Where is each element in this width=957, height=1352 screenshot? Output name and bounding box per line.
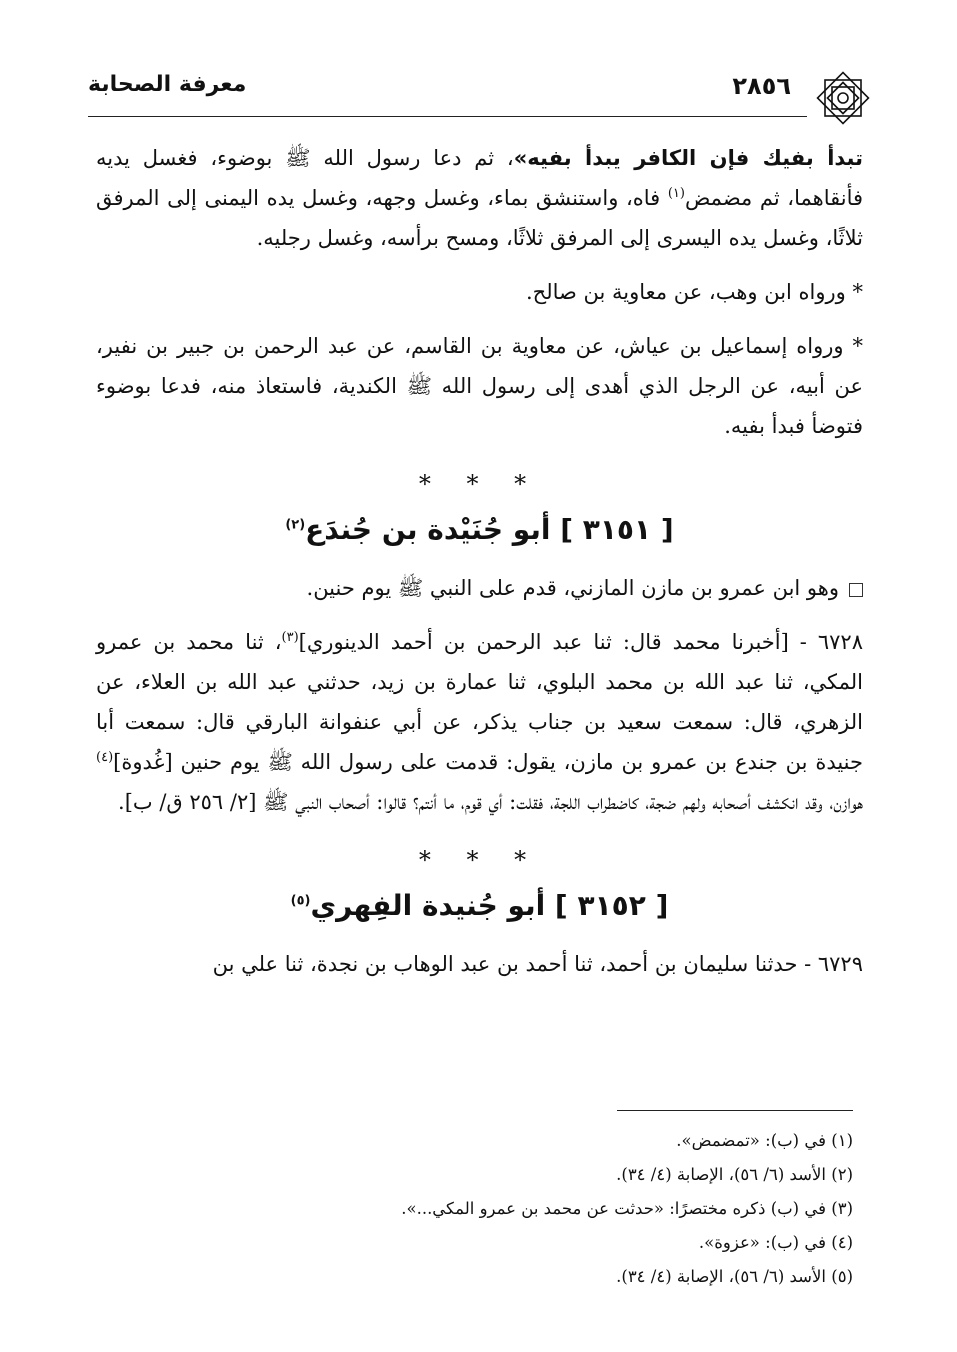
footnote-3: (٣) في (ب) ذكره مختصرًا: «حدثت عن محمد بن عمرو المكي...».	[401, 1199, 853, 1218]
footnote-2: (٢) الأسد (٦/ ٥٦)، الإصابة (٤/ ٣٤).	[616, 1165, 853, 1184]
running-title: معرفة الصحابة	[88, 72, 247, 97]
paragraph-1	[96, 138, 863, 258]
paragraph-6: ٦٧٢٩ - حدثنا سليمان بن أحمد، ثنا أحمد بن عبد الوهاب بن نجدة، ثنا علي بن	[212, 952, 863, 976]
footnote-5: (٥) الأسد (٦/ ٥٦)، الإصابة (٤/ ٣٤).	[616, 1267, 853, 1286]
entry-heading-text: [ ٣١٥١ ] أبو جُنَيْدة بن جُندَع	[305, 513, 674, 546]
footnote-ref: (٤)	[96, 750, 114, 765]
entry-heading-3152	[96, 886, 863, 926]
paragraph-4	[96, 568, 863, 608]
paragraph-2: * ورواه ابن وهب، عن معاوية بن صالح.	[526, 280, 863, 304]
paragraph-text: فاه، واستنشق بماء، وغسل وجهه، وغسل يده اليمنى إلى المرفق ثلاثًا، وغسل يده اليسرى إلى المرفق ثلاثًا، ومسح برأسه، وغسل رجليه.	[96, 186, 863, 250]
section-divider: * * *	[418, 846, 541, 874]
paragraph-text: ، ثنا محمد بن عمرو المكي، ثنا عبد الله بن محمد البلوي، ثنا عمارة بن زيد، حدثني عبد الله بن العلاء، عن الزهري، قال: سمعت سعيد بن جناب يذكر، عن أبي عنفوانة البارقي قال: سمعت أبا جنيدة بن جندع بن عمرو بن مازن، يقول: قدمت على رسول الله ﷺ يوم حنين [غُدوة]	[96, 630, 864, 774]
footnote-ref: (٣)	[281, 630, 299, 645]
paragraph-text: ٦٧٢٨ - [أخبرنا محمد قال: ثنا عبد الرحمن بن أحمد الدينوري]	[298, 630, 863, 654]
footnote-1: (١) في (ب): «تمضمض».	[676, 1131, 853, 1150]
paragraph-3: * ورواه إسماعيل بن عياش، عن معاوية بن القاسم، عن عبد الرحمن بن جبير بن نفير، عن أبيه، عن الرجل الذي أهدى إلى رسول الله ﷺ الكندية، فاستعاذ منه، فدعا بوضوء فتوضأ فبدأ بفيه.	[96, 334, 863, 438]
footnote-ref: (٥)	[290, 893, 311, 909]
paragraph-text: هوازن، وقد انكشف أصحابه ولهم ضجة، كاضطراب اللجة، فقلت: أي قوم، ما أنتم؟ قالوا: أصحاب النبي ﷺ [٢/ ٢٥٦ ق/ ب].	[118, 790, 863, 814]
footnote-rule	[617, 1110, 853, 1111]
footnote-ref: (٢)	[285, 517, 306, 533]
page-number: ٢٨٥٦	[732, 72, 791, 100]
entry-heading-3151	[96, 510, 863, 550]
paragraph-5	[96, 622, 863, 822]
paragraph-text: وهو ابن عمرو بن مازن المازني، قدم على النبي ﷺ يوم حنين.	[306, 576, 839, 600]
footnote-4: (٤) في (ب): «عزوة».	[698, 1233, 853, 1252]
header-rule	[88, 116, 807, 117]
entry-heading-text: [ ٣١٥٢ ] أبو جُنيدة الفِهري	[310, 889, 669, 922]
octagram-ornament-icon	[815, 70, 871, 126]
page-header	[88, 62, 865, 114]
main-text	[96, 138, 863, 998]
paragraph-text: ، ثم دعا رسول الله ﷺ بوضوء، فغسل يديه فأنقاهما، ثم مضمض	[96, 146, 864, 210]
footnote-ref: (١)	[667, 186, 685, 201]
square-bullet-icon	[849, 583, 863, 597]
bold-phrase: تبدأ بفيك فإن الكافر يبدأ بفيه»	[513, 146, 863, 170]
footnotes	[120, 1124, 853, 1294]
section-divider: * * *	[418, 470, 541, 498]
